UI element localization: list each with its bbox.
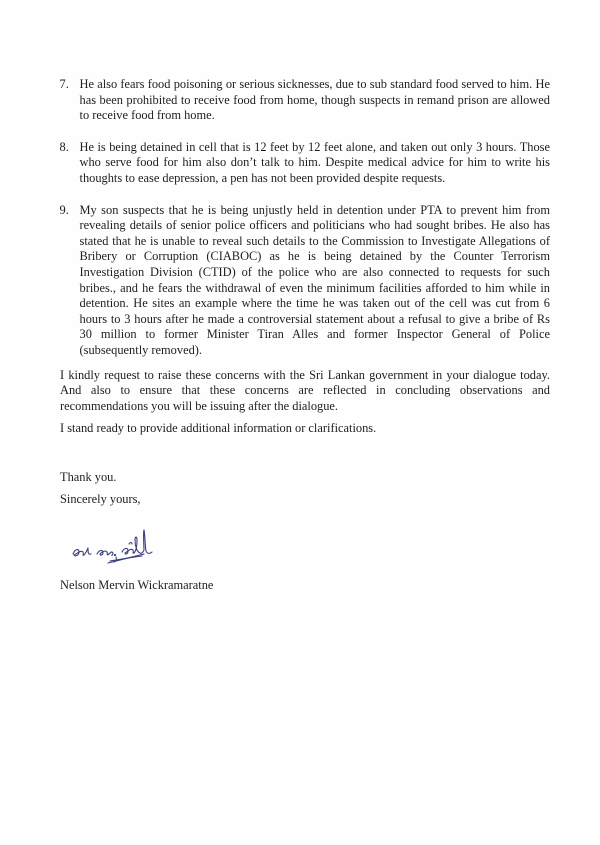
additional-info-paragraph: I stand ready to provide additional information or clarifications. — [60, 421, 377, 436]
letter-body — [60, 77, 550, 594]
list-item — [60, 203, 550, 359]
signature-icon — [70, 524, 180, 566]
signature-image — [70, 524, 180, 566]
item-number: 8. — [59, 139, 69, 154]
list-item — [60, 140, 550, 187]
numbered-concerns-list — [60, 77, 550, 359]
request-paragraph: I kindly request to raise these concerns with the Sri Lankan government in your dialogue today. And also to ensure that these concerns are reflected in concluding observations and recommendations you will be issuing after the dialogue. — [60, 367, 550, 413]
item-number: 7. — [59, 77, 69, 91]
list-item — [60, 77, 550, 124]
item-text: He is being detained in cell that is 12 feet by 12 feet alone, and taken out only 3 hours. Those who serve food for him also don’t talk to him. Despite medical advice for him to write his thoughts to ease depression, a pen has not been provided despite requests. — [79, 139, 550, 185]
closing-sign-off: Sincerely yours, — [60, 492, 141, 507]
item-number: 9. — [59, 202, 69, 217]
closing-thanks: Thank you. — [60, 469, 117, 484]
item-text: He also fears food poisoning or serious sicknesses, due to sub standard food served to him. He has been prohibited to receive food from home, though suspects in remand prison are allowed to receive food from home. — [79, 77, 550, 123]
signer-name: Nelson Mervin Wickramaratne — [60, 578, 214, 593]
item-text: My son suspects that he is being unjustly held in detention under PTA to prevent him from revealing details of senior police officers and politicians who had sought bribes. He also has stated that he is unable to reveal such details to the Commission to Investigate Allegations of Bribery or Corruption (CIABOC) as he is being detained by the Counter Terrorism Investigation Division (CTID) of the police who are also connected to requests for such bribes., and he fears the withdrawal of even the minimum facilities afforded to him while in detention. He sites an example where the time he was taken out of the cell was cut from 6 hours to 3 hours after he made a controversial statement about a refusal to give a bribe of Rs 30 million to former Minister Tiran Alles and former Inspector General of Police (subsequently removed). — [79, 202, 550, 357]
